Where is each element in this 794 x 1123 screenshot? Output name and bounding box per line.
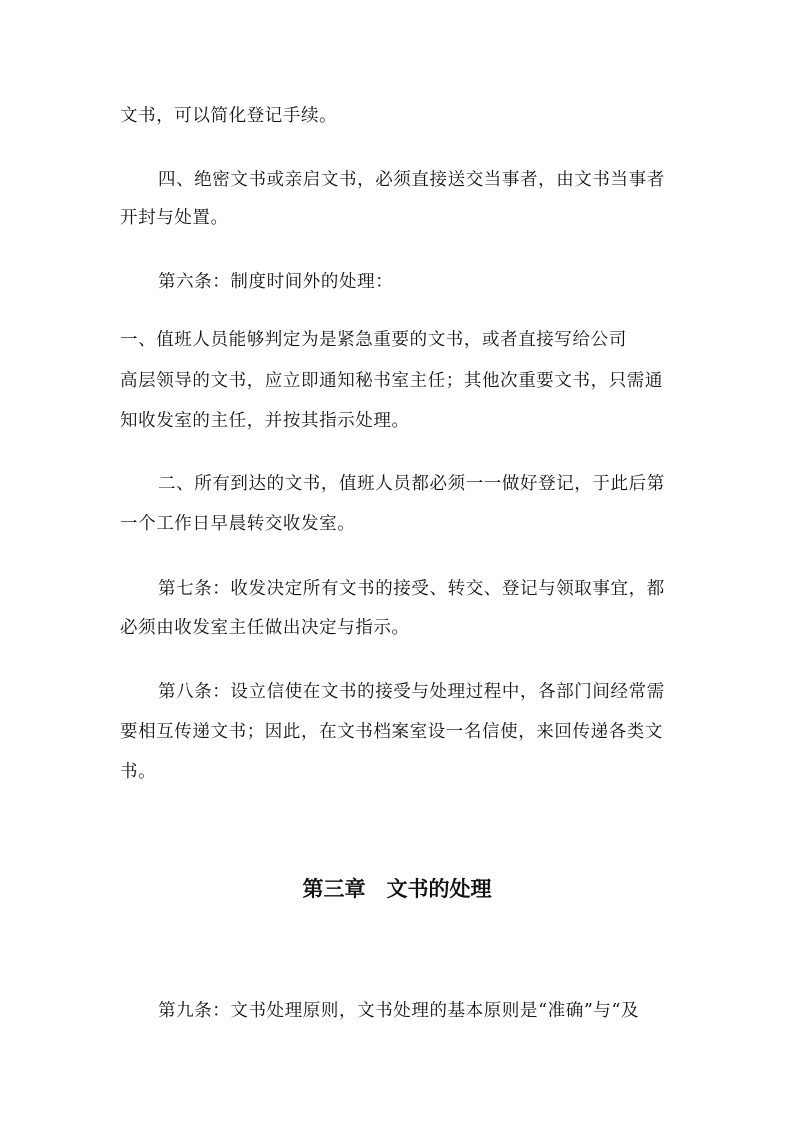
paragraph-line: 一、值班人员能够判定为是紧急重要的文书，或者直接写给公司 <box>120 330 627 350</box>
paragraph-line: 必须由收发室主任做出决定与指示。 <box>120 618 410 638</box>
paragraph-line: 二、所有到达的文书，值班人员都必须一一做好登记，于此后第 <box>158 474 665 494</box>
paragraph-line: 知收发室的主任，并按其指示处理。 <box>120 411 410 431</box>
paragraph-line: 四、绝密文书或亲启文书，必须直接送交当事者，由文书当事者 <box>158 170 665 190</box>
paragraph-line: 第七条：收发决定所有文书的接受、转交、登记与领取事宜，都 <box>158 579 665 599</box>
paragraph-line: 第六条：制度时间外的处理： <box>158 272 394 292</box>
paragraph-line: 第八条：设立信使在文书的接受与处理过程中，各部门间经常需 <box>158 682 665 702</box>
paragraph-line: 一个工作日早晨转交收发室。 <box>120 514 356 534</box>
chapter-heading: 第三章 文书的处理 <box>302 877 492 901</box>
paragraph-line: 高层领导的文书，应立即通知秘书室主任；其他次重要文书，只需通 <box>120 371 663 391</box>
paragraph-line: 书。 <box>120 762 157 782</box>
paragraph-line: 第九条：文书处理原则，文书处理的基本原则是“准确”与“及 <box>158 1001 640 1021</box>
paragraph-line: 开封与处置。 <box>120 208 229 228</box>
paragraph-line: 要相互传递文书；因此，在文书档案室设一名信使，来回传递各类文 <box>120 722 663 742</box>
paragraph-line: 文书，可以简化登记手续。 <box>120 106 338 126</box>
